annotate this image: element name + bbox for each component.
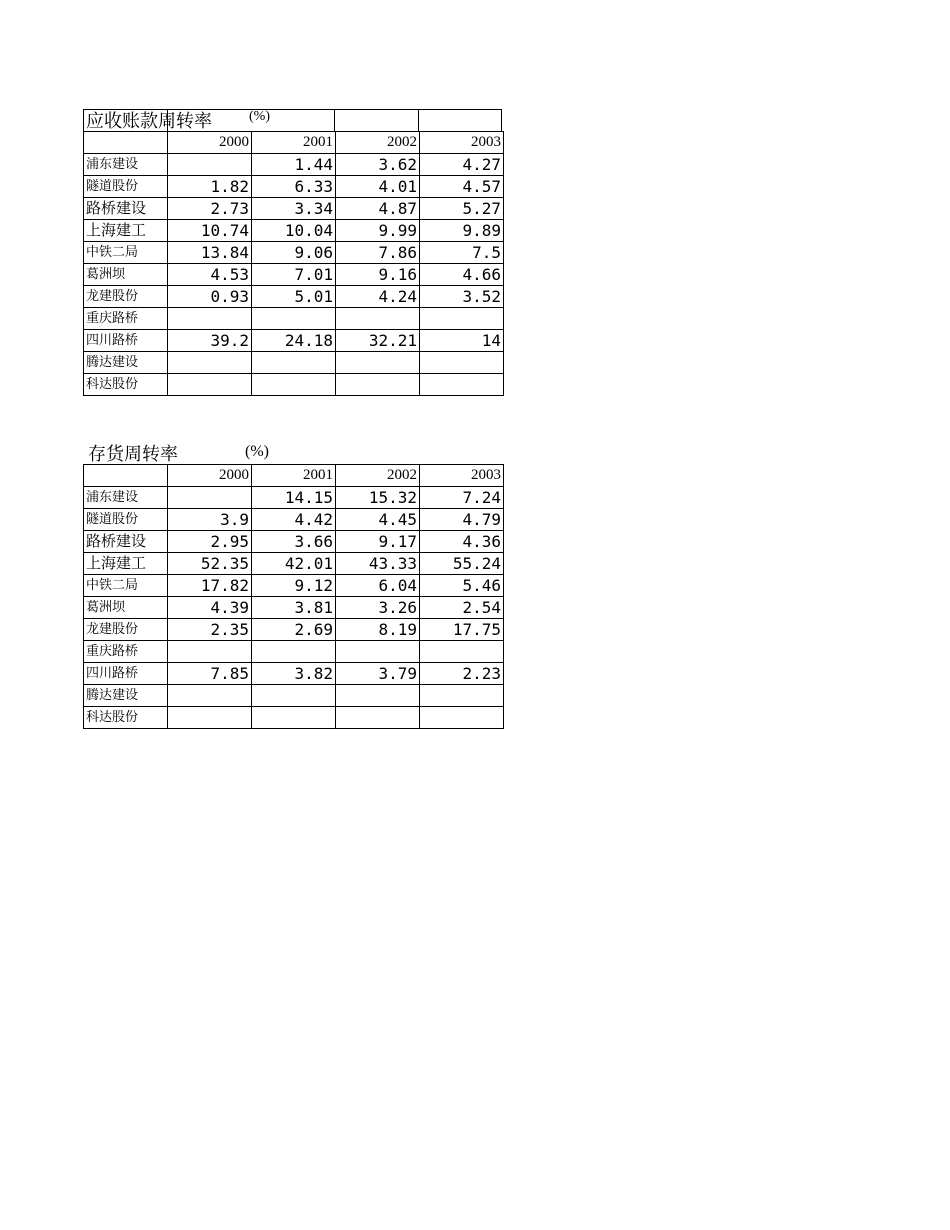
value-cell: 4.27 [420,154,504,176]
value-cell: 4.87 [336,198,420,220]
year-header: 2001 [252,132,336,154]
value-cell: 7.85 [168,663,252,685]
value-cell: 5.01 [252,286,336,308]
table-row [84,176,504,198]
year-header: 2001 [252,465,336,487]
value-cell: 0.93 [168,286,252,308]
value-cell: 2.73 [168,198,252,220]
value-cell [336,374,420,396]
corner-cell [84,465,168,487]
value-cell: 4.57 [420,176,504,198]
value-cell: 43.33 [336,553,420,575]
value-cell [252,641,336,663]
value-cell [336,641,420,663]
table-row [84,641,504,663]
value-cell: 4.66 [420,264,504,286]
inventory-turnover-table [83,464,504,729]
value-cell: 4.39 [168,597,252,619]
value-cell: 3.79 [336,663,420,685]
company-name-cell: 浦东建设 [84,154,168,176]
inventory-unit: (%) [245,443,269,460]
year-header: 2003 [420,465,504,487]
value-cell: 4.79 [420,509,504,531]
value-cell: 8.19 [336,619,420,641]
value-cell: 6.04 [336,575,420,597]
year-header: 2003 [420,132,504,154]
value-cell [168,154,252,176]
value-cell [336,707,420,729]
value-cell: 39.2 [168,330,252,352]
company-name-cell: 葛洲坝 [84,597,168,619]
table-row [84,553,504,575]
value-cell: 14.15 [252,487,336,509]
value-cell: 3.82 [252,663,336,685]
value-cell [420,707,504,729]
value-cell: 7.5 [420,242,504,264]
value-cell [420,685,504,707]
year-header: 2002 [336,465,420,487]
value-cell: 9.17 [336,531,420,553]
value-cell: 17.82 [168,575,252,597]
value-cell: 2.35 [168,619,252,641]
value-cell: 9.12 [252,575,336,597]
value-cell: 3.26 [336,597,420,619]
value-cell: 55.24 [420,553,504,575]
table-row [84,597,504,619]
year-header: 2000 [168,132,252,154]
receivable-turnover-table [83,131,504,396]
value-cell: 42.01 [252,553,336,575]
value-cell: 1.44 [252,154,336,176]
value-cell [168,352,252,374]
value-cell: 10.04 [252,220,336,242]
table-row [84,330,504,352]
value-cell: 13.84 [168,242,252,264]
value-cell: 2.23 [420,663,504,685]
value-cell: 17.75 [420,619,504,641]
company-name-cell: 龙建股份 [84,286,168,308]
year-header: 2000 [168,465,252,487]
value-cell [420,374,504,396]
inventory-title-text: 存货周转率 [88,444,178,465]
value-cell [252,685,336,707]
value-cell [420,641,504,663]
value-cell: 2.54 [420,597,504,619]
value-cell: 7.01 [252,264,336,286]
value-cell: 4.24 [336,286,420,308]
value-cell: 15.32 [336,487,420,509]
value-cell: 52.35 [168,553,252,575]
value-cell: 4.42 [252,509,336,531]
value-cell: 1.82 [168,176,252,198]
corner-cell [84,132,168,154]
table-row [84,707,504,729]
value-cell: 3.66 [252,531,336,553]
value-cell: 9.99 [336,220,420,242]
value-cell: 24.18 [252,330,336,352]
value-cell: 7.24 [420,487,504,509]
receivable-unit: (%) [249,109,270,124]
value-cell [252,308,336,330]
value-cell [168,308,252,330]
value-cell: 5.46 [420,575,504,597]
table-row [84,198,504,220]
value-cell: 9.89 [420,220,504,242]
value-cell: 2.95 [168,531,252,553]
company-name-cell: 路桥建设 [84,198,168,220]
value-cell [252,707,336,729]
value-cell [168,707,252,729]
table-row [84,374,504,396]
value-cell: 10.74 [168,220,252,242]
table-row [84,575,504,597]
value-cell: 32.21 [336,330,420,352]
value-cell: 9.06 [252,242,336,264]
value-cell [168,374,252,396]
value-cell: 4.45 [336,509,420,531]
company-name-cell: 隧道股份 [84,176,168,198]
company-name-cell: 中铁二局 [84,575,168,597]
value-cell: 4.36 [420,531,504,553]
value-cell: 9.16 [336,264,420,286]
table-row [84,352,504,374]
value-cell: 3.34 [252,198,336,220]
receivable-table-title [86,107,270,133]
value-cell: 3.52 [420,286,504,308]
company-name-cell: 重庆路桥 [84,641,168,663]
value-cell: 4.53 [168,264,252,286]
receivable-title-text: 应收账款周转率 [86,111,212,132]
company-name-cell: 四川路桥 [84,330,168,352]
value-cell: 2.69 [252,619,336,641]
value-cell: 5.27 [420,198,504,220]
value-cell [420,352,504,374]
value-cell [336,352,420,374]
company-name-cell: 葛洲坝 [84,264,168,286]
table-row [84,509,504,531]
value-cell [252,352,336,374]
table-row [84,663,504,685]
table-row [84,619,504,641]
table-row [84,220,504,242]
value-cell: 7.86 [336,242,420,264]
company-name-cell: 科达股份 [84,374,168,396]
value-cell: 4.01 [336,176,420,198]
table-row [84,286,504,308]
company-name-cell: 四川路桥 [84,663,168,685]
company-name-cell: 重庆路桥 [84,308,168,330]
company-name-cell: 上海建工 [84,553,168,575]
table-row [84,308,504,330]
company-name-cell: 浦东建设 [84,487,168,509]
year-header: 2002 [336,132,420,154]
value-cell [252,374,336,396]
table-row [84,154,504,176]
value-cell: 3.9 [168,509,252,531]
value-cell [168,487,252,509]
table-row [84,487,504,509]
inventory-table-title [88,440,269,466]
value-cell [168,685,252,707]
table-row [84,242,504,264]
company-name-cell: 中铁二局 [84,242,168,264]
company-name-cell: 科达股份 [84,707,168,729]
company-name-cell: 路桥建设 [84,531,168,553]
company-name-cell: 腾达建设 [84,352,168,374]
value-cell [336,308,420,330]
company-name-cell: 腾达建设 [84,685,168,707]
receivable-header-row [84,132,504,154]
inventory-header-row [84,465,504,487]
table-row [84,685,504,707]
value-cell: 3.62 [336,154,420,176]
value-cell [168,641,252,663]
value-cell: 14 [420,330,504,352]
company-name-cell: 龙建股份 [84,619,168,641]
table-row [84,531,504,553]
value-cell: 6.33 [252,176,336,198]
company-name-cell: 上海建工 [84,220,168,242]
table-row [84,264,504,286]
value-cell: 3.81 [252,597,336,619]
value-cell [420,308,504,330]
company-name-cell: 隧道股份 [84,509,168,531]
value-cell [336,685,420,707]
